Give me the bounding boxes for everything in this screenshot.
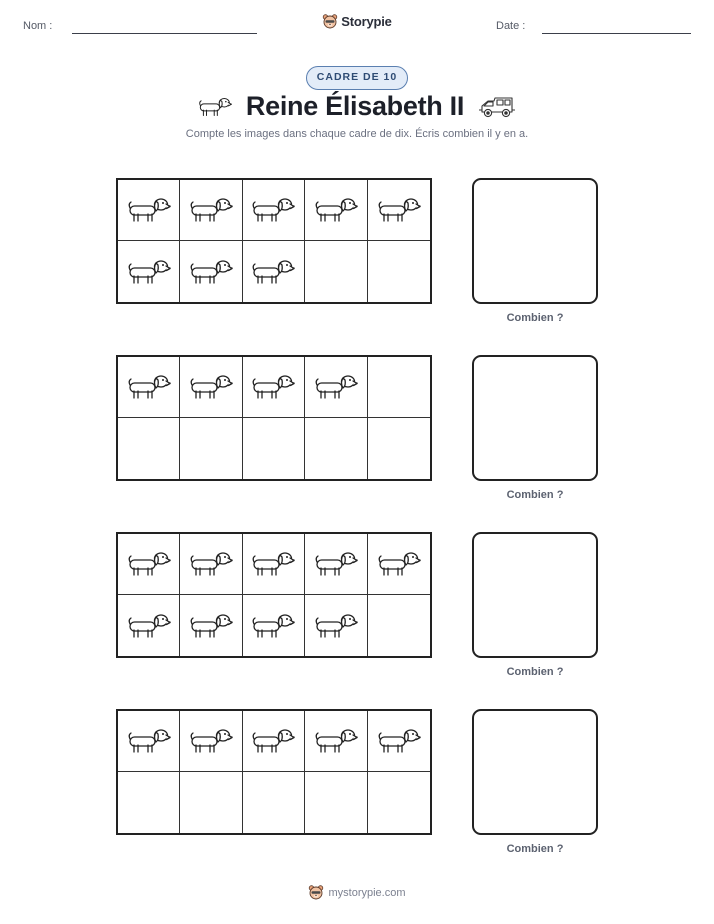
frame-cell — [305, 711, 367, 772]
vintage-car-icon — [478, 94, 516, 120]
answer-label-2: Combien ? — [506, 489, 564, 501]
frame-cell — [180, 595, 242, 656]
dog-icon — [314, 612, 358, 640]
frame-cell — [180, 241, 242, 302]
frame-cell — [118, 595, 180, 656]
frame-cell — [305, 595, 367, 656]
frame-cell — [368, 357, 430, 418]
storypie-bear-icon — [322, 13, 338, 30]
page-title: Reine Élisabeth II — [245, 91, 465, 121]
answer-label-4: Combien ? — [506, 843, 564, 855]
frame-cell — [243, 534, 305, 595]
frame-cell — [243, 711, 305, 772]
dog-icon — [251, 258, 295, 286]
frame-cell — [180, 711, 242, 772]
ten-frame-1 — [116, 178, 432, 304]
footer — [0, 884, 714, 901]
answer-box-1[interactable] — [472, 178, 598, 304]
date-label: Date : — [496, 20, 526, 32]
frame-cell — [118, 418, 180, 479]
frame-cell — [368, 180, 430, 241]
dog-icon — [198, 96, 232, 118]
dog-icon — [377, 550, 421, 578]
frame-cell — [118, 772, 180, 833]
frame-cell — [118, 180, 180, 241]
frame-cell — [305, 241, 367, 302]
frame-cell — [118, 241, 180, 302]
dog-icon — [251, 727, 295, 755]
name-label: Nom : — [23, 20, 53, 32]
frame-cell — [180, 534, 242, 595]
answer-label-3: Combien ? — [506, 666, 564, 678]
frame-cell — [305, 772, 367, 833]
frame-cell — [305, 534, 367, 595]
dog-icon — [127, 196, 171, 224]
frame-cell — [305, 357, 367, 418]
dog-icon — [314, 727, 358, 755]
dog-icon — [251, 373, 295, 401]
dog-icon — [189, 612, 233, 640]
dog-icon — [127, 550, 171, 578]
answer-label-1: Combien ? — [506, 312, 564, 324]
frame-cell — [118, 534, 180, 595]
dog-icon — [314, 550, 358, 578]
dog-icon — [314, 373, 358, 401]
dog-icon — [127, 373, 171, 401]
dog-icon — [251, 612, 295, 640]
dog-icon — [314, 196, 358, 224]
frame-cell — [368, 418, 430, 479]
frame-cell — [243, 772, 305, 833]
frame-cell — [243, 357, 305, 418]
frame-cell — [368, 534, 430, 595]
dog-icon — [189, 373, 233, 401]
worksheet-badge: CADRE DE 10 — [306, 66, 408, 90]
frame-cell — [118, 357, 180, 418]
answer-box-2[interactable] — [472, 355, 598, 481]
frame-cell — [243, 418, 305, 479]
dog-icon — [127, 612, 171, 640]
dog-icon — [127, 727, 171, 755]
frame-cell — [305, 180, 367, 241]
dog-icon — [251, 550, 295, 578]
dog-icon — [189, 727, 233, 755]
ten-frame-2 — [116, 355, 432, 481]
frame-cell — [180, 418, 242, 479]
frame-cell — [180, 180, 242, 241]
answer-box-4[interactable] — [472, 709, 598, 835]
dog-icon — [189, 196, 233, 224]
frame-cell — [368, 711, 430, 772]
brand-logo — [0, 13, 714, 30]
name-field[interactable] — [72, 33, 257, 34]
frame-cell — [243, 595, 305, 656]
dog-icon — [377, 196, 421, 224]
frame-cell — [243, 180, 305, 241]
frame-cell — [243, 241, 305, 302]
frame-cell — [368, 241, 430, 302]
dog-icon — [189, 258, 233, 286]
frame-cell — [180, 357, 242, 418]
brand-name: Storypie — [341, 14, 392, 29]
date-field[interactable] — [542, 33, 691, 34]
answer-box-3[interactable] — [472, 532, 598, 658]
storypie-bear-icon — [308, 884, 324, 901]
dog-icon — [377, 727, 421, 755]
ten-frame-3 — [116, 532, 432, 658]
frame-cell — [305, 418, 367, 479]
dog-icon — [189, 550, 233, 578]
footer-url: mystorypie.com — [328, 886, 406, 899]
frame-cell — [368, 772, 430, 833]
dog-icon — [127, 258, 171, 286]
dog-icon — [251, 196, 295, 224]
frame-cell — [368, 595, 430, 656]
frame-cell — [118, 711, 180, 772]
ten-frame-4 — [116, 709, 432, 835]
frame-cell — [180, 772, 242, 833]
instructions: Compte les images dans chaque cadre de dix. Écris combien il y en a. — [185, 128, 529, 140]
